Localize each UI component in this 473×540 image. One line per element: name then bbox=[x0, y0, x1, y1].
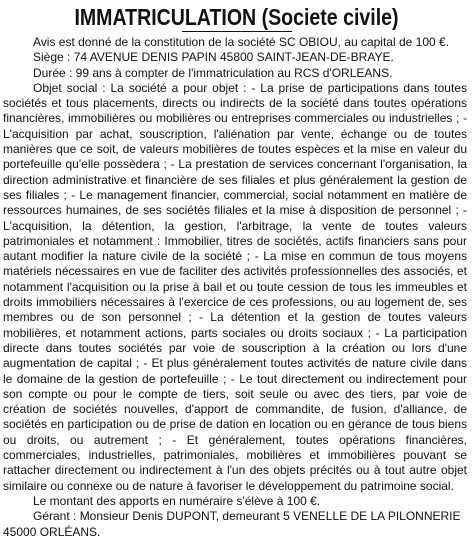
paragraph-siege: Siège : 74 AVENUE DENIS PAPIN 45800 SAINT-JEAN-DE-BRAYE. bbox=[33, 50, 394, 65]
notice-title: IMMATRICULATION (Societe civile) bbox=[74, 4, 399, 30]
title-divider bbox=[182, 31, 292, 32]
paragraph-constitution: Avis est donné de la constitution de la société SC OBIOU, au capital de 100 €. bbox=[33, 35, 450, 49]
notice-body bbox=[0, 35, 473, 540]
paragraph-duree: Durée : 99 ans à compter de l'immatriculation au RCS d'ORLEANS. bbox=[33, 65, 393, 80]
paragraph-apports: Le montant des apports en numéraire s'élève à 100 €. bbox=[33, 493, 321, 508]
paragraph-objet-social: Objet social : La société a pour objet : - La prise de participations dans toutes sociétés et tous placements, directs ou indirects de la société dans toutes opérations financières, immobilières ou mobilières ou entreprises commerciales ou industrielles ; - L'acquisition par achat, souscription, l'aliénation par vente, échange ou de toutes manières que ce soit, de valeurs mobilières de toutes espèces et la mise en valeur du portefeuille qu'elle possèdera ; - La prestation de services concernant l'organisation, la direction administrative et financière de ses filiales et plus généralement la gestion de ses filiales ; - Le management financier, commercial, social notamment en matière de ressources humaines, de ses sociétés filiales et la mise à disposition de personnel ; - L'acquisition, la détention, la gestion, l'arbitrage, la vente de toutes valeurs patrimoniales et notamment : Immobilier, titres de sociétés, actifs financiers sans pour autant modifier la nature civile de la société ; - La mise en commun de tous moyens matériels nécessaires en vue de faciliter des activités professionnelles des associés, et notamment l'acquisition ou la prise à bail et ou toute cession de tous les immeubles et droits immobiliers nécessaires à l'exercice de ces professions, ou au logement de, ses membres ou de son personnel ; - La détention et la gestion de toutes valeurs mobilières, et notamment actions, parts sociales ou droits sociaux ; - La participation directe dans toutes sociétés par voie de souscription à la création ou lors d'une augmentation de capital ; - Et plus généralement toutes activités de nature civile dans le domaine de la gestion de portefeuille ; - Le tout directement ou indirectement pour son compte ou pour le compte de tiers, soit seule ou avec des tiers, par voie de création de sociétés nouvelles, d'apport de commandite, de fusion, d'alliance, de sociétés en participation ou de prise de dation en location ou en gérance de tous biens ou droits, ou autrement ; - Et généralement, toutes opérations financières, commerciales, industrielles, patrimoniales, mobilières et immobilières pouvant se rattacher directement ou indirectement à l'un des objets précités ou à tout autre objet similaire ou connexe ou de nature à favoriser le développement du patrimoine social. bbox=[3, 80, 467, 493]
paragraph-gerant: Gérant : Monsieur Denis DUPONT, demeurant 5 VENELLE DE LA PILONNERIE 45000 ORLÉANS. bbox=[3, 509, 461, 539]
